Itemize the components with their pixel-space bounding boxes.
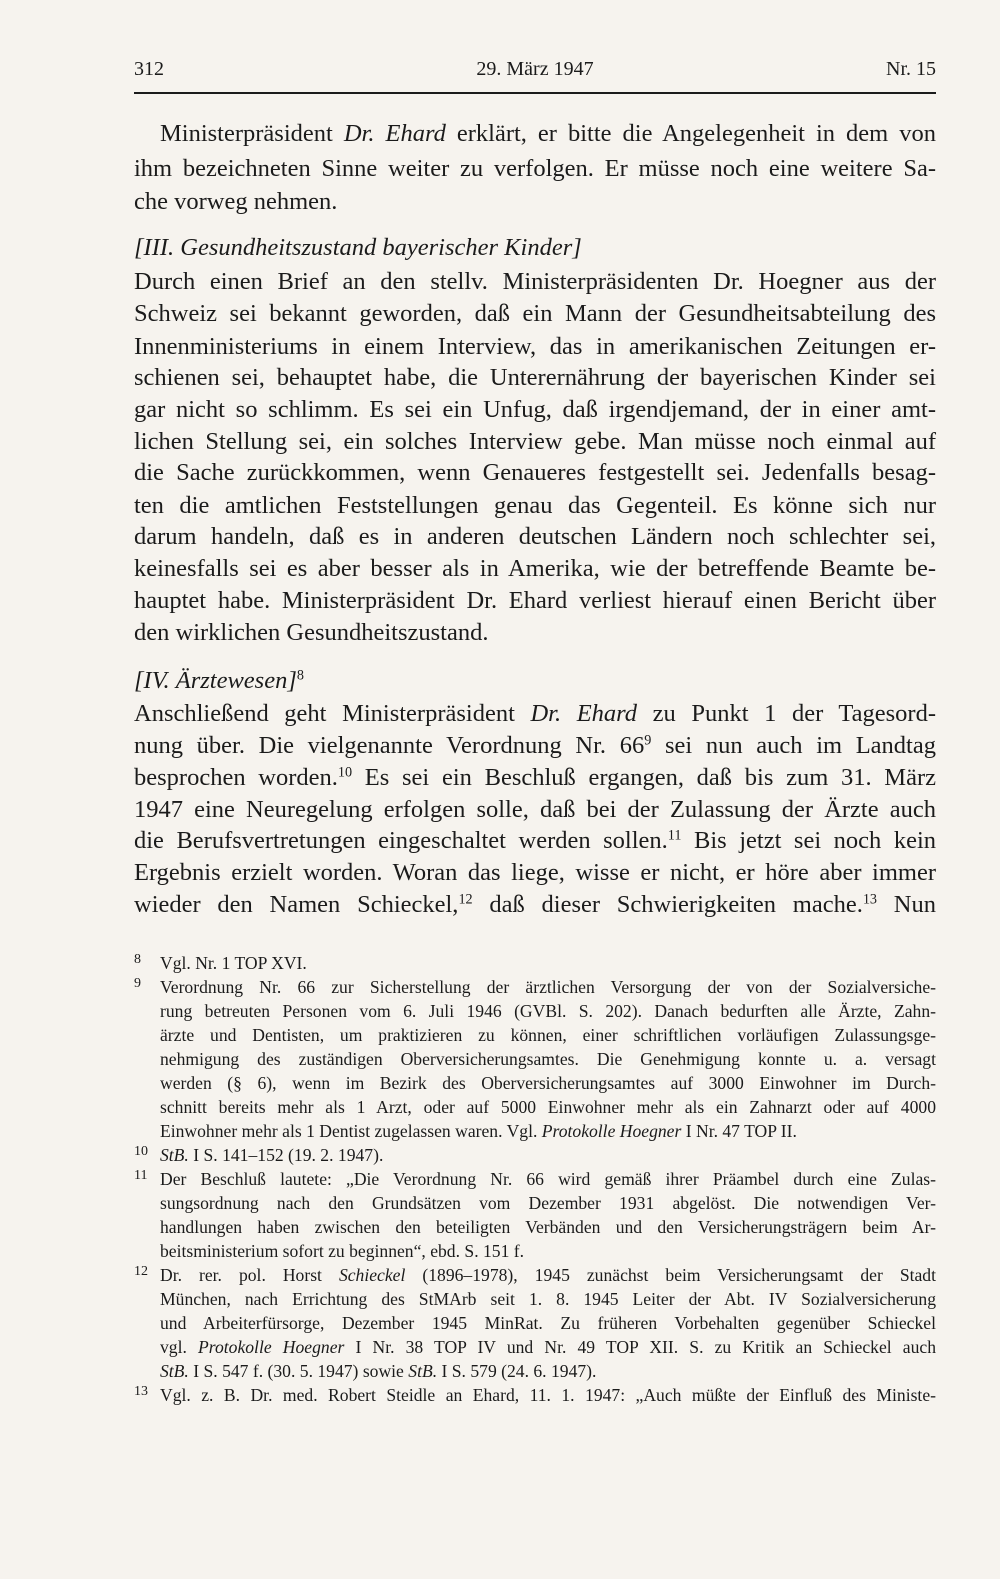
body-line: nung über. Die vielgenannte Verordnung Nr. $66^9$ sei nun auch im Landtag — [134, 732, 936, 759]
body-line: schienen sei, behauptet habe, die Unterernährung der bayerischen Kinder sei — [134, 364, 936, 391]
body-line: Innenministeriums in einem Interview, das in amerikanischen Zeitungen er- — [134, 333, 936, 360]
issue-number: Nr. 15 — [886, 58, 936, 80]
footnote-number: 10 — [134, 1144, 148, 1159]
body-line: Anschließend geht Ministerpräsident Dr. Ehard zu Punkt 1 der Tagesord- — [134, 700, 936, 727]
footnote-line: werden (§ 6), wenn im Bezirk des Oberversicherungsamtes auf 3000 Einwohner im Durch- — [160, 1073, 936, 1093]
page-number: 312 — [134, 58, 164, 80]
footnote-number: 12 — [134, 1264, 148, 1279]
body-line: Durch einen Brief an den stellv. Ministerpräsidenten Dr. Hoegner aus der — [134, 268, 936, 295]
footnote-line: nehmigung des zuständigen Oberversicherungsamtes. Die Genehmigung konnte u. a. versagt — [160, 1049, 936, 1069]
footnote-number: 9 — [134, 976, 141, 991]
footnote-ref: 12 — [458, 891, 473, 908]
footnote-line: rung betreuten Personen vom 6. Juli 1946 (GVBl. S. 202). Danach bedurften alle Ärzte, Zahn- — [160, 1001, 936, 1021]
body-line: Ministerpräsident Dr. Ehard erklärt, er bitte die Angelegenheit in dem von — [160, 120, 937, 147]
footnote-line: StB. I S. 141–152 (19. 2. 1947). — [160, 1145, 384, 1165]
footnote-line: vgl. Protokolle Hoegner I Nr. 38 TOP IV und Nr. 49 TOP XII. S. zu Kritik an Schieckel auch — [160, 1337, 937, 1357]
body-line: ten die amtlichen Feststellungen genau das Gegenteil. Es könne sich nur — [134, 492, 936, 519]
body-line: hauptet habe. Ministerpräsident Dr. Ehard verliest hierauf einen Bericht über — [134, 587, 936, 614]
footnote-ref: 13 — [862, 891, 878, 908]
body-line: lichen Stellung sei, ein solches Interview gebe. Man müsse noch einmal auf — [134, 428, 936, 455]
footnote-line: sungsordnung nach den Grundsätzen vom Dezember 1931 abgelöst. Die notwendigen Ver- — [160, 1193, 936, 1213]
body-line: Schweiz sei bekannt geworden, daß ein Mann der Gesundheitsabteilung des — [134, 300, 936, 327]
footnote-line: Vgl. Nr. 1 TOP XVI. — [160, 953, 307, 973]
footnote-line: beitsministerium sofort zu beginnen“, ebd. S. 151 f. — [160, 1241, 525, 1261]
running-header — [134, 58, 936, 88]
footnote-ref: 10 — [337, 764, 353, 781]
section-heading: [IV. Ärztewesen]$^8$ — [134, 667, 304, 694]
body-line: die Berufsvertretungen eingeschaltet werden sollen.$^{11}$ Bis jetzt sei noch kein — [134, 827, 936, 854]
body-line: wieder den Namen Schieckel,$^{12}$ daß dieser Schwierigkeiten mache.$^{13}$ Nun — [134, 891, 936, 918]
body-line: gar nicht so schlimm. Es sei ein Unfug, daß irgendjemand, der in einer amt- — [134, 396, 936, 423]
footnote-line: und Arbeiterfürsorge, Dezember 1945 MinRat. Zu früheren Vorbehalten gegenüber Schieckel — [160, 1313, 936, 1333]
body-line: besprochen worden.$^{10}$ Es sei ein Beschluß ergangen, daß bis zum 31. März — [134, 764, 936, 791]
body-line: darum handeln, daß es in anderen deutschen Ländern noch schlechter sei, — [134, 523, 936, 550]
footnote-line: Dr. rer. pol. Horst Schieckel (1896–1978), 1945 zunächst beim Versicherungsamt der Stadt — [160, 1265, 936, 1285]
footnote-line: Verordnung Nr. 66 zur Sicherstellung der ärztlichen Versorgung der von der Sozialversiche- — [160, 977, 936, 997]
footnote-line: handlungen haben zwischen den beteiligten Verbänden und den Versicherungsträgern beim Ar- — [160, 1217, 936, 1237]
footnote-line: Der Beschluß lautete: „Die Verordnung Nr. 66 wird gemäß ihrer Präambel durch eine Zulas- — [160, 1169, 936, 1189]
body-line: den wirklichen Gesundheitszustand. — [134, 619, 489, 646]
body-line: che vorweg nehmen. — [134, 188, 338, 215]
footnote-line: schnitt bereits mehr als 1 Arzt, oder auf 5000 Einwohner mehr als ein Zahnarzt oder auf 4000 — [160, 1097, 936, 1117]
body-line: Ergebnis erzielt worden. Woran das liege, wisse er nicht, er höre aber immer — [134, 859, 936, 886]
body-line: die Sache zurückkommen, wenn Genaueres festgestellt sei. Jedenfalls besag- — [134, 459, 936, 486]
header-date: 29. März 1947 — [476, 58, 594, 80]
body-line: keinesfalls sei es aber besser als in Amerika, wie der betreffende Beamte be- — [134, 555, 936, 582]
body-line: 1947 eine Neuregelung erfolgen solle, daß bei der Zulassung der Ärzte auch — [134, 796, 936, 823]
footnote-ref: 11 — [667, 827, 682, 844]
header-rule — [134, 92, 936, 94]
footnote-number: 8 — [134, 952, 141, 967]
body-line: ihm bezeichneten Sinne weiter zu verfolgen. Er müsse noch eine weitere Sa- — [134, 155, 936, 182]
footnote-number: 13 — [134, 1384, 148, 1399]
section-heading: [III. Gesundheitszustand bayerischer Kinder] — [134, 234, 582, 261]
footnote-number: 11 — [134, 1168, 148, 1183]
footnote-line: Einwohner mehr als 1 Dentist zugelassen waren. Vgl. Protokolle Hoegner I Nr. 47 TOP II. — [160, 1121, 797, 1141]
footnote-line: StB. I S. 547 f. (30. 5. 1947) sowie StB. I S. 579 (24. 6. 1947). — [160, 1361, 597, 1381]
footnote-ref: 9 — [644, 732, 652, 749]
footnote-line: München, nach Errichtung des StMArb seit 1. 8. 1945 Leiter der Abt. IV Sozialversicherung — [160, 1289, 936, 1309]
footnote-ref: 8 — [296, 667, 304, 684]
footnote-line: ärzte und Dentisten, um praktizieren zu können, einer schriftlichen vorläufigen Zulassungsge- — [160, 1025, 936, 1045]
footnote-line: Vgl. z. B. Dr. med. Robert Steidle an Ehard, 11. 1. 1947: „Auch müßte der Einfluß des Ministe- — [160, 1385, 936, 1405]
